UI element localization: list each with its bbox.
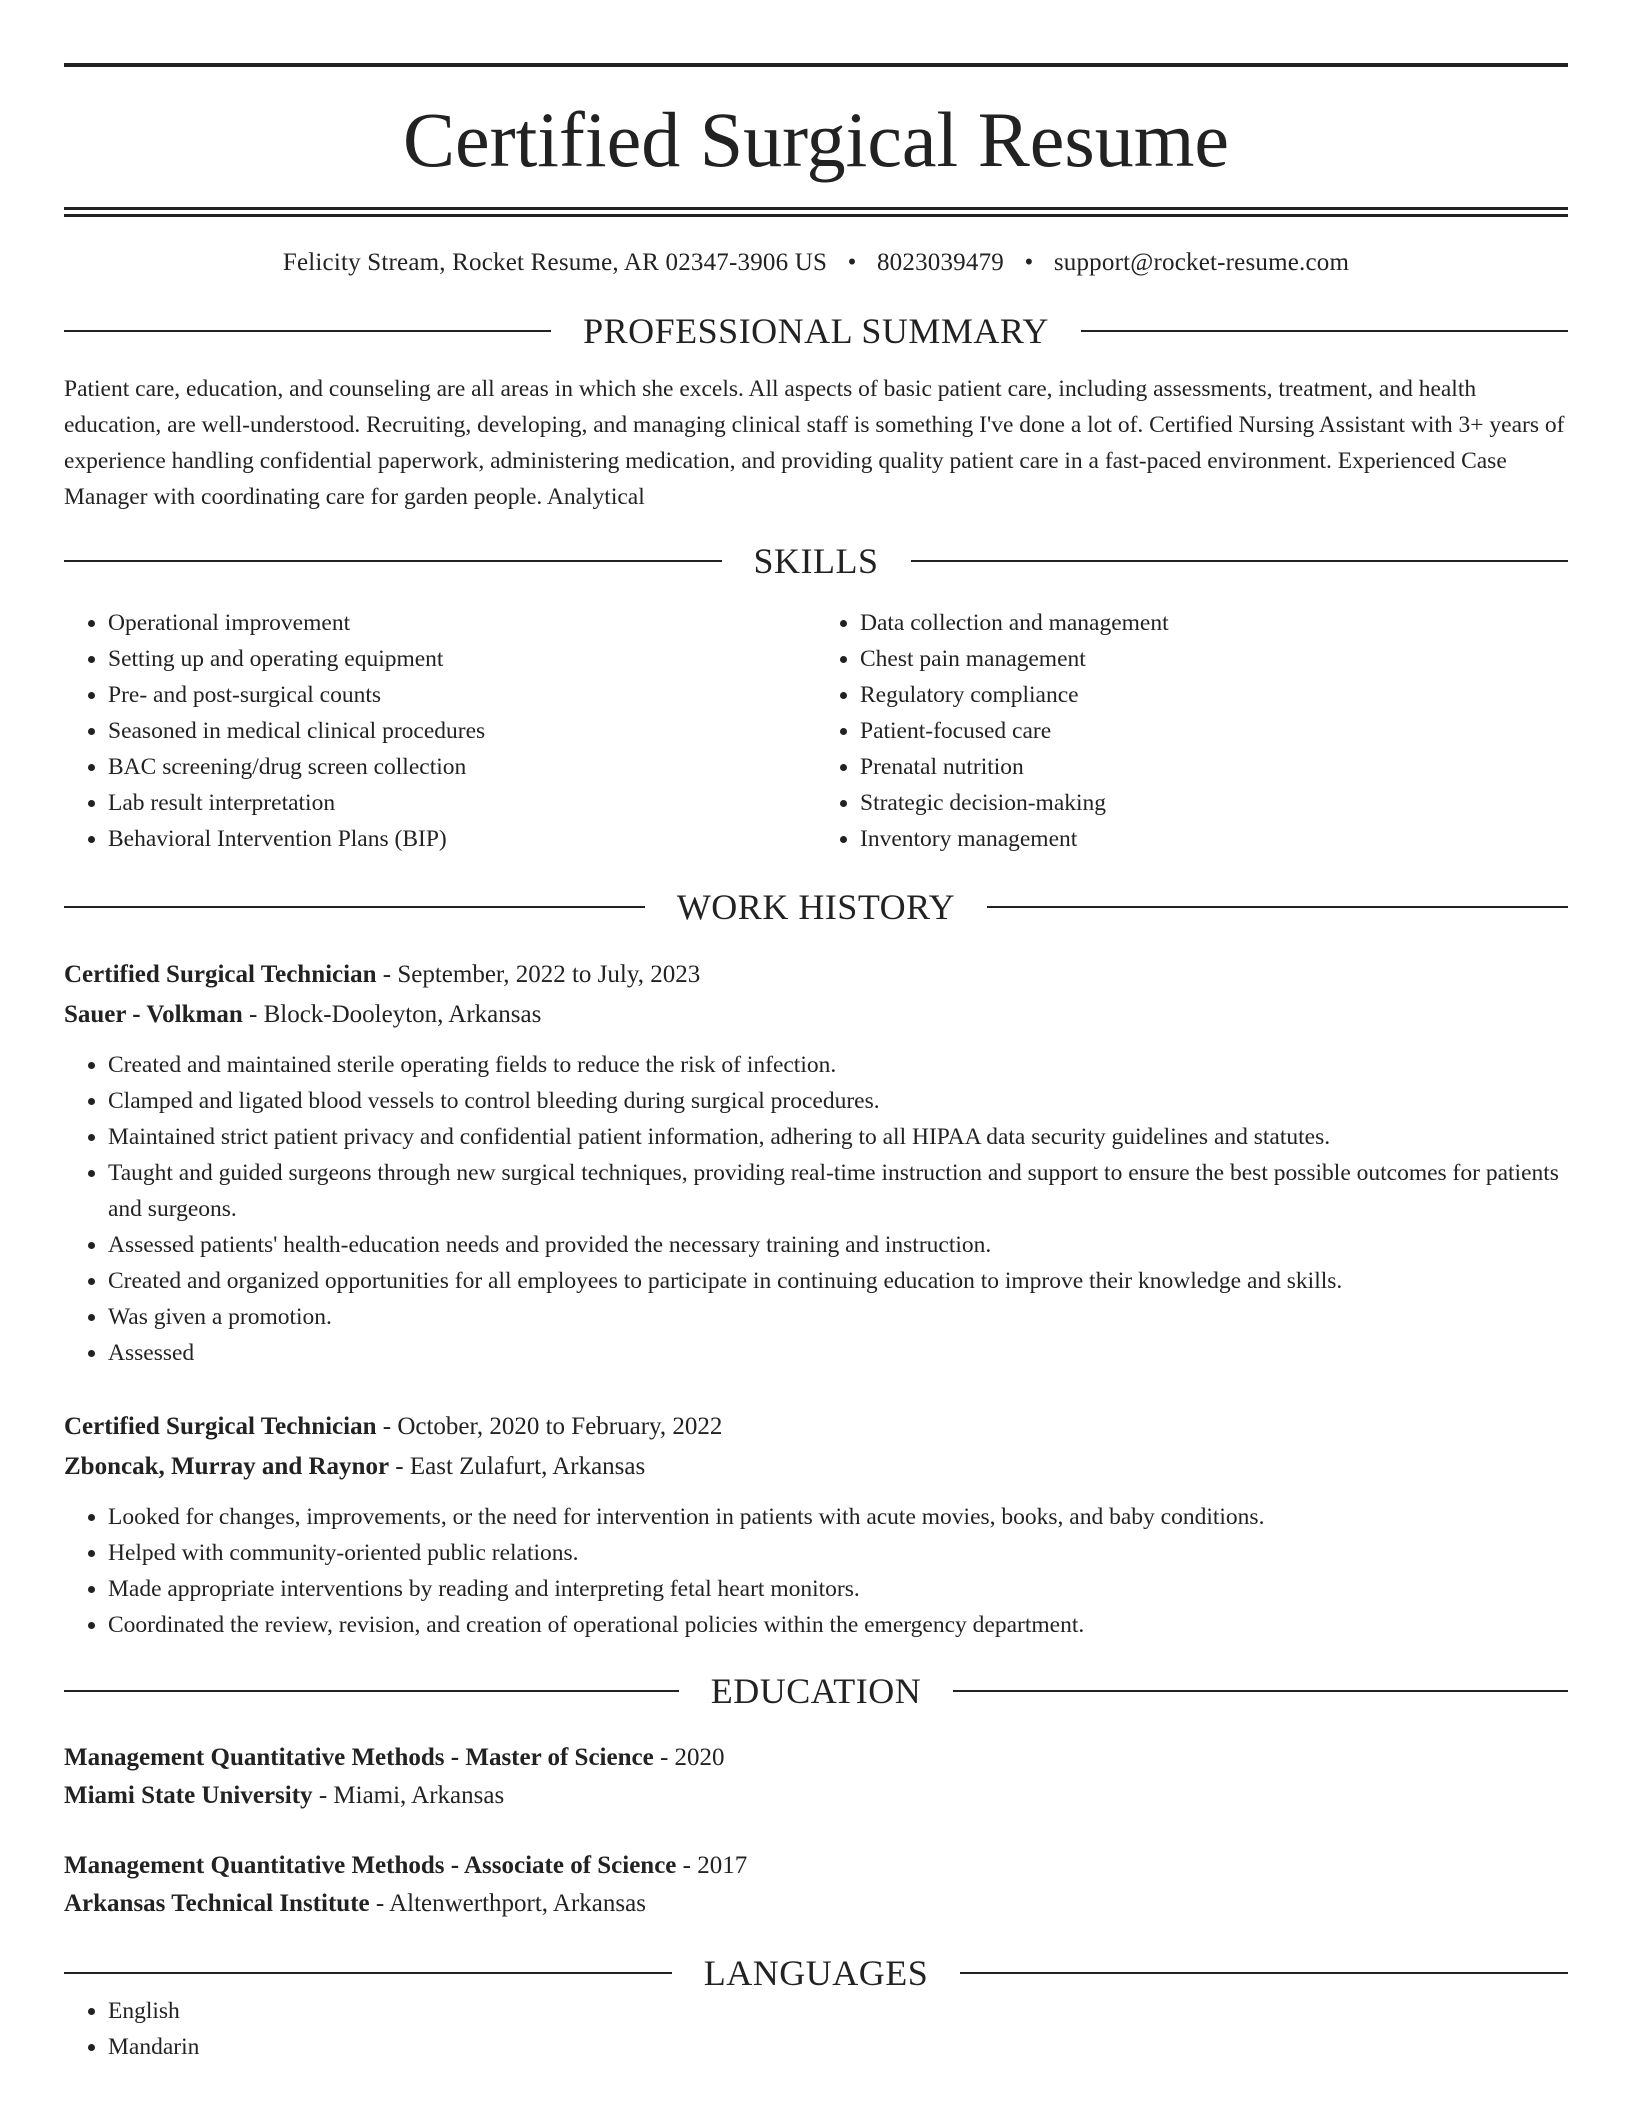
section-rule bbox=[1081, 330, 1568, 332]
job-dates: - October, 2020 to February, 2022 bbox=[376, 1413, 723, 1440]
contact-address: Felicity Stream, Rocket Resume, AR 02347-3906 US bbox=[282, 249, 828, 276]
job-company: Sauer - Volkman bbox=[64, 1001, 243, 1028]
skill-item: • Seasoned in medical clinical procedures bbox=[108, 713, 816, 749]
job-title-line bbox=[64, 1407, 1568, 1447]
job-bullets bbox=[64, 1047, 1568, 1371]
education-school-line bbox=[64, 1777, 1568, 1815]
skill-item: • Chest pain management bbox=[860, 641, 1568, 677]
job-bullet: • Made appropriate interventions by reading and interpreting fetal heart monitors. bbox=[108, 1571, 1568, 1607]
job-bullet: • Assessed patients' health-education needs and provided the necessary training and instruction. bbox=[108, 1227, 1568, 1263]
job-company-line bbox=[64, 1447, 1568, 1487]
job-bullet: • Coordinated the review, revision, and creation of operational policies within the emergency department. bbox=[108, 1607, 1568, 1643]
skills-list-left bbox=[64, 605, 816, 857]
job-bullet: • Created and maintained sterile operating fields to reduce the risk of infection. bbox=[108, 1047, 1568, 1083]
section-header-skills bbox=[64, 541, 1568, 581]
education-school: Arkansas Technical Institute bbox=[64, 1890, 370, 1917]
job-bullet: • Created and organized opportunities for all employees to participate in continuing education to improve their knowledge and skills. bbox=[108, 1263, 1568, 1299]
section-rule bbox=[960, 1972, 1568, 1974]
skill-item: • Patient-focused care bbox=[860, 713, 1568, 749]
section-header-work bbox=[64, 887, 1568, 927]
contact-line bbox=[64, 249, 1568, 277]
education-degree-line bbox=[64, 1739, 1568, 1777]
job-bullet: • Looked for changes, improvements, or the need for intervention in patients with acute movies, books, and baby conditions. bbox=[108, 1499, 1568, 1535]
section-header-summary bbox=[64, 311, 1568, 351]
section-header-education bbox=[64, 1671, 1568, 1711]
education-entry bbox=[64, 1847, 1568, 1923]
education-school: Miami State University bbox=[64, 1782, 313, 1809]
skill-item: • Behavioral Intervention Plans (BIP) bbox=[108, 821, 816, 857]
skills-list-right bbox=[816, 605, 1568, 857]
language-item: • English bbox=[108, 1993, 1568, 2029]
job-bullet: • Taught and guided surgeons through new surgical techniques, providing real-time instruction and support to ensure the best possible outcomes for patients and surgeons. bbox=[108, 1155, 1568, 1227]
job-title: Certified Surgical Technician bbox=[64, 961, 377, 988]
job-location: - Block-Dooleyton, Arkansas bbox=[242, 1001, 542, 1028]
section-rule bbox=[64, 1690, 679, 1692]
section-header-languages bbox=[64, 1953, 1568, 1993]
section-title: WORK HISTORY bbox=[676, 887, 956, 927]
section-rule bbox=[64, 560, 722, 562]
skill-item: • Data collection and management bbox=[860, 605, 1568, 641]
education-location: - Altenwerthport, Arkansas bbox=[369, 1890, 646, 1917]
job-bullet: • Assessed bbox=[108, 1335, 1568, 1371]
job-title-line bbox=[64, 955, 1568, 995]
skill-item: • BAC screening/drug screen collection bbox=[108, 749, 816, 785]
section-title: PROFESSIONAL SUMMARY bbox=[583, 311, 1049, 351]
resume-page bbox=[64, 0, 1568, 2065]
job-bullet: • Helped with community-oriented public relations. bbox=[108, 1535, 1568, 1571]
job-location: - East Zulafurt, Arkansas bbox=[389, 1453, 646, 1480]
skill-item: • Setting up and operating equipment bbox=[108, 641, 816, 677]
job-company-line bbox=[64, 995, 1568, 1035]
title-double-rule bbox=[64, 207, 1568, 217]
education-school-line bbox=[64, 1885, 1568, 1923]
summary-text: Patient care, education, and counseling are all areas in which she excels. All aspects of basic patient care, including assessments, treatment, and health education, are well-understood. Recruiting, developing, and managing clinical staff is something I've done a lot of. Certified Nursing Assistant with 3+ years of experience handling confidential paperwork, administering medication, and providing quality patient care in a fast-paced environment. Experienced Case Manager with coordinating care for garden people. Analytical bbox=[64, 376, 1565, 510]
section-rule bbox=[987, 906, 1568, 908]
section-title: EDUCATION bbox=[710, 1671, 922, 1711]
contact-separator: • bbox=[847, 249, 857, 276]
contact-phone: 8023039479 bbox=[876, 249, 1004, 276]
languages-list bbox=[64, 1993, 1568, 2065]
education-degree-line bbox=[64, 1847, 1568, 1885]
job-company: Zboncak, Murray and Raynor bbox=[64, 1453, 390, 1480]
section-rule bbox=[64, 906, 645, 908]
job-entry bbox=[64, 1407, 1568, 1643]
section-rule bbox=[953, 1690, 1568, 1692]
education-year: - 2020 bbox=[653, 1744, 725, 1771]
contact-email: support@rocket-resume.com bbox=[1053, 249, 1350, 276]
section-rule bbox=[64, 1972, 672, 1974]
skill-item: • Operational improvement bbox=[108, 605, 816, 641]
job-dates: - September, 2022 to July, 2023 bbox=[376, 961, 701, 988]
education-entry bbox=[64, 1739, 1568, 1815]
skill-item: • Lab result interpretation bbox=[108, 785, 816, 821]
skill-item: • Strategic decision-making bbox=[860, 785, 1568, 821]
skill-item: • Prenatal nutrition bbox=[860, 749, 1568, 785]
skill-item: • Pre- and post-surgical counts bbox=[108, 677, 816, 713]
job-bullets bbox=[64, 1499, 1568, 1643]
section-rule bbox=[911, 560, 1569, 562]
skills-columns bbox=[64, 605, 1568, 857]
education-year: - 2017 bbox=[676, 1852, 748, 1879]
education-location: - Miami, Arkansas bbox=[312, 1782, 505, 1809]
language-item: • Mandarin bbox=[108, 2029, 1568, 2065]
section-title: SKILLS bbox=[753, 541, 879, 581]
education-degree: Management Quantitative Methods - Master of Science bbox=[64, 1744, 654, 1771]
job-bullet: • Maintained strict patient privacy and confidential patient information, adhering to all HIPAA data security guidelines and statutes. bbox=[108, 1119, 1568, 1155]
job-bullet: • Clamped and ligated blood vessels to control bleeding during surgical procedures. bbox=[108, 1083, 1568, 1119]
skill-item: • Regulatory compliance bbox=[860, 677, 1568, 713]
top-rule bbox=[64, 63, 1568, 67]
job-bullet: • Was given a promotion. bbox=[108, 1299, 1568, 1335]
job-entry bbox=[64, 955, 1568, 1371]
job-title: Certified Surgical Technician bbox=[64, 1413, 377, 1440]
skill-item: • Inventory management bbox=[860, 821, 1568, 857]
section-rule bbox=[64, 330, 551, 332]
education-degree: Management Quantitative Methods - Associate of Science bbox=[64, 1852, 677, 1879]
section-title: LANGUAGES bbox=[703, 1953, 929, 1993]
resume-title: Certified Surgical Resume bbox=[402, 96, 1230, 183]
contact-separator: • bbox=[1024, 249, 1034, 276]
